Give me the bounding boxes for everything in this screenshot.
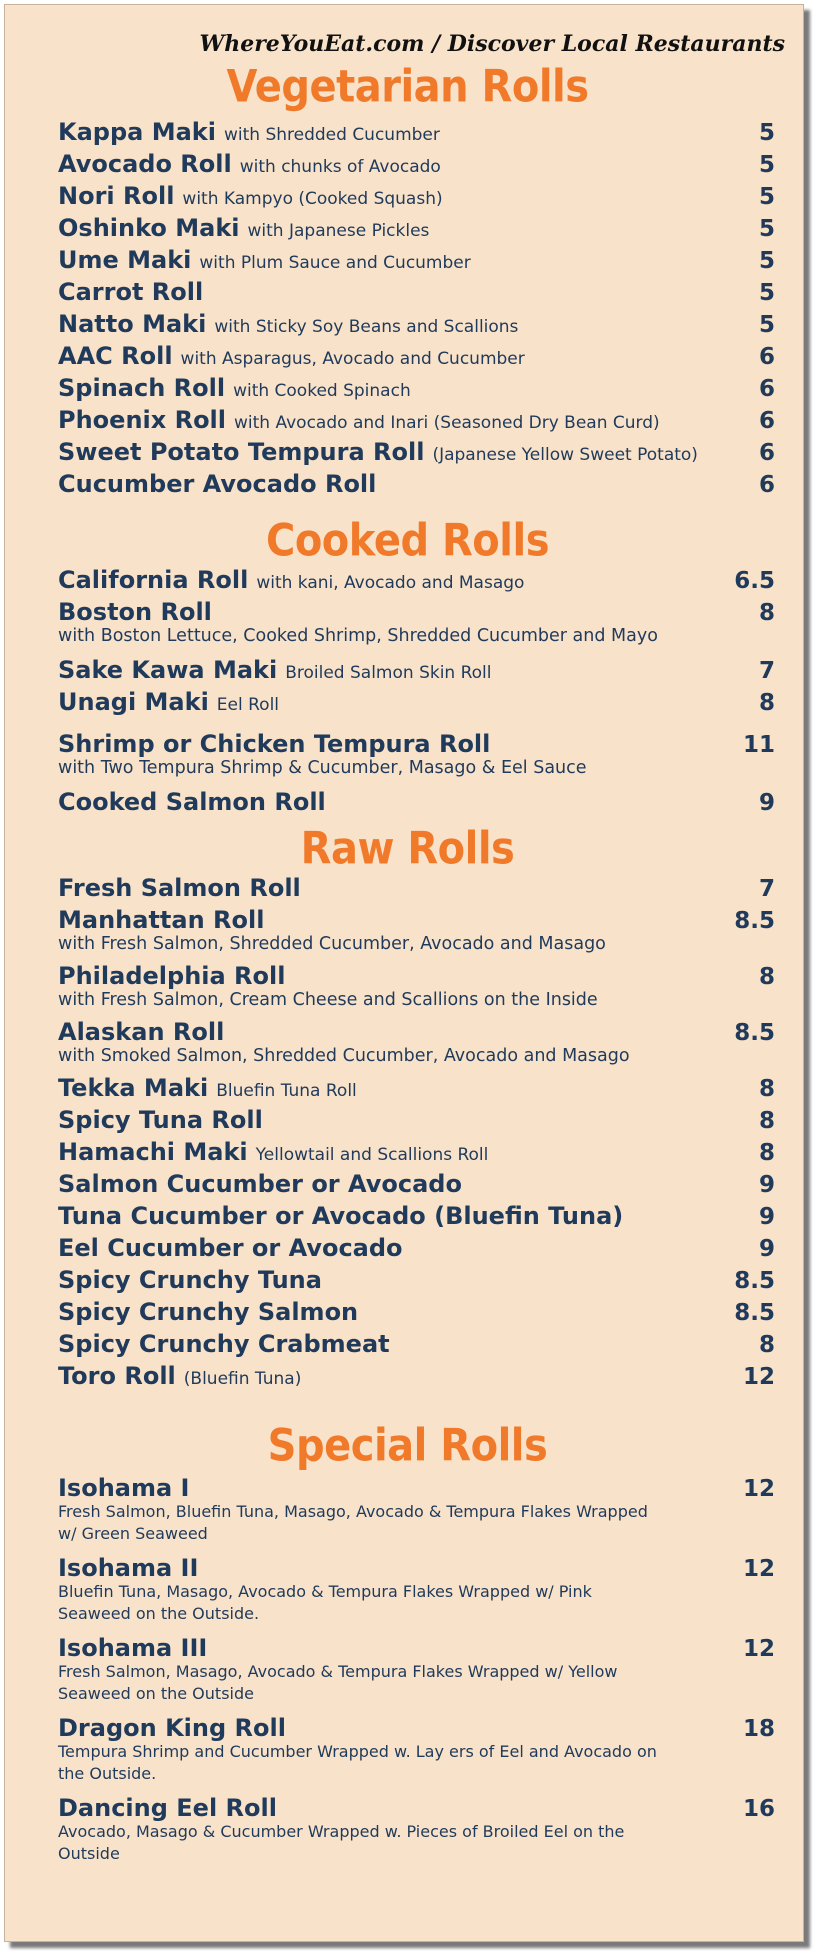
menu-item-description: Tempura Shrimp and Cucumber Wrapped w. Lay ers of Eel and Avocado on the Outside. [58,1742,657,1783]
menu-item [58,1794,775,1865]
menu-item-row [58,150,775,178]
menu-item-description: with Two Tempura Shrimp & Cucumber, Masago & Eel Sauce [58,758,587,778]
menu-item [58,1138,775,1166]
menu-item [58,1634,775,1705]
menu-item [58,1330,775,1358]
menu-item-price: 18 [742,1716,775,1742]
menu-item-note: with kani, Avocado and Masago [256,573,525,593]
menu-item-name: Carrot Roll [58,278,204,306]
menu-item-price: 8.5 [734,1020,775,1046]
menu-item-description: with Smoked Salmon, Shredded Cucumber, Avocado and Masago [58,1046,630,1066]
menu-item-name: Spicy Crunchy Tuna [58,1266,322,1294]
menu-item-row [58,214,775,242]
menu-item [58,1362,775,1390]
menu-item [58,906,775,956]
menu-item-row [58,118,775,146]
menu-item [58,438,775,466]
menu-item-name: Sake Kawa Maki [58,656,278,684]
menu-item-row [58,1634,775,1662]
menu-item-row [58,310,775,338]
menu-item [58,1202,775,1230]
menu-item [58,962,775,1012]
menu-item-row [58,1170,775,1198]
menu-item-price: 12 [742,1364,775,1390]
menu-item-row [58,438,775,466]
menu-item-price: 8.5 [734,1300,775,1326]
menu-item-price: 8 [758,690,775,716]
menu-item-price: 8 [758,1140,775,1166]
menu-item [58,566,775,594]
section-title-cooked: Cooked Rolls [265,515,550,567]
menu-item-row [58,906,775,934]
menu-item [58,1018,775,1068]
menu-item-price: 7 [758,658,775,684]
menu-item-price: 16 [742,1796,775,1822]
menu-item-row [58,962,775,990]
menu-item-name: Hamachi Maki [58,1138,248,1166]
menu-item [58,310,775,338]
menu-item-price: 8 [758,964,775,990]
menu-item-price: 6 [758,408,775,434]
menu-item-name: Eel Cucumber or Avocado [58,1234,403,1262]
menu-item-price: 6 [758,472,775,498]
menu-item-row [58,598,775,626]
menu-item-note: with Asparagus, Avocado and Cucumber [180,349,525,369]
menu-item-note: with Kampyo (Cooked Squash) [182,189,443,209]
menu-item [58,374,775,402]
menu-item [58,278,775,306]
menu-item-price: 8.5 [734,1268,775,1294]
menu-item-row [58,1554,775,1582]
menu-item-name: Salmon Cucumber or Avocado [58,1170,462,1198]
menu-item-description: Fresh Salmon, Bluefin Tuna, Masago, Avocado & Tempura Flakes Wrapped w/ Green Seaweed [58,1502,648,1543]
menu-item [58,150,775,178]
menu-item-price: 8 [758,1076,775,1102]
menu-item-price: 9 [758,1236,775,1262]
menu-item-name: Oshinko Maki [58,214,240,242]
menu-item-price: 8 [758,1108,775,1134]
menu-item-name: Unagi Maki [58,688,209,716]
menu-item-row [58,874,775,902]
menu-item-price: 6 [758,440,775,466]
menu-item [58,1234,775,1262]
menu-item [58,342,775,370]
menu-item [58,470,775,498]
menu-item-note: Bluefin Tuna Roll [216,1081,357,1101]
menu-item-price: 9 [758,1172,775,1198]
menu-item-price: 6.5 [734,568,775,594]
menu-item-name: Fresh Salmon Roll [58,874,301,902]
menu-item [58,688,775,716]
menu-item-note: with Plum Sauce and Cucumber [199,253,471,273]
menu-item-row [58,342,775,370]
menu-item-name: Tekka Maki [58,1074,209,1102]
menu-item-name: Spicy Crunchy Crabmeat [58,1330,390,1358]
menu-item-note: with Cooked Spinach [233,381,411,401]
menu-item-row [58,374,775,402]
menu-item [58,1074,775,1102]
menu-item-name: Isohama III [58,1634,208,1662]
section-title-special: Special Rolls [267,1420,548,1472]
menu-item [58,1266,775,1294]
menu-item [58,118,775,146]
menu-item-name: Spicy Crunchy Salmon [58,1298,359,1326]
menu-item-price: 12 [742,1556,775,1582]
menu-item-row [58,1234,775,1262]
menu-item-price: 9 [758,790,775,816]
menu-item-name: Dragon King Roll [58,1714,286,1742]
menu-item-name: Ume Maki [58,246,192,274]
menu-item-name: Isohama II [58,1554,199,1582]
menu-item [58,874,775,902]
menu-item-name: Tuna Cucumber or Avocado (Bluefin Tuna) [58,1202,624,1230]
menu-item-description: with Boston Lettuce, Cooked Shrimp, Shredded Cucumber and Mayo [58,626,658,646]
menu-item-price: 5 [758,120,775,146]
menu-item-note: with chunks of Avocado [239,157,441,177]
menu-item-price: 7 [758,876,775,902]
menu-item-description: with Fresh Salmon, Cream Cheese and Scallions on the Inside [58,990,598,1010]
watermark: WhereYouEat.com / Discover Local Restaurants [199,31,785,57]
menu-item-name: Boston Roll [58,598,212,626]
menu-item-note: (Japanese Yellow Sweet Potato) [432,445,698,465]
menu-item-row [58,1714,775,1742]
menu-item-price: 8.5 [734,908,775,934]
menu-item-note: with Japanese Pickles [247,221,430,241]
menu-item-description: Avocado, Masago & Cucumber Wrapped w. Pieces of Broiled Eel on the Outside [58,1822,625,1863]
menu-item-price: 5 [758,312,775,338]
menu-item-price: 12 [742,1476,775,1502]
menu-item-row [58,1202,775,1230]
menu-item-row [58,278,775,306]
menu-item [58,598,775,648]
menu-item-name: AAC Roll [58,342,173,370]
menu-item-name: Isohama I [58,1474,190,1502]
menu-item-note: Broiled Salmon Skin Roll [285,663,492,683]
menu-item-name: Spicy Tuna Roll [58,1106,263,1134]
menu-item-name: Nori Roll [58,182,175,210]
menu-item-description: with Fresh Salmon, Shredded Cucumber, Avocado and Masago [58,934,606,954]
menu-item-price: 5 [758,280,775,306]
menu-item-name: California Roll [58,566,249,594]
menu-item-row [58,182,775,210]
menu-item-description: Bluefin Tuna, Masago, Avocado & Tempura Flakes Wrapped w/ Pink Seaweed on the Outside. [58,1582,592,1623]
menu-item-name: Avocado Roll [58,150,232,178]
menu-item-row [58,1298,775,1326]
menu-item [58,1714,775,1785]
menu-item-name: Cooked Salmon Roll [58,788,326,816]
menu-item [58,182,775,210]
section-title-vegetarian: Vegetarian Rolls [226,61,589,113]
menu-item-note: Eel Roll [216,695,280,715]
menu-item-row [58,1362,775,1390]
menu-item [58,730,775,780]
menu-item-price: 5 [758,184,775,210]
menu-item-price: 9 [758,1204,775,1230]
menu-item [58,1554,775,1625]
menu-item-name: Sweet Potato Tempura Roll [58,438,425,466]
menu-item-price: 12 [742,1636,775,1662]
menu-item-row [58,1138,775,1166]
menu-item-note: with Shredded Cucumber [223,125,440,145]
menu-item-row [58,1474,775,1502]
section-title-raw: Raw Rolls [300,823,515,875]
menu-item-price: 8 [758,600,775,626]
menu-item-row [58,246,775,274]
menu-item-row [58,1018,775,1046]
menu-item-row [58,1330,775,1358]
menu-item-price: 6 [758,344,775,370]
menu-item-row [58,788,775,816]
menu-item-name: Shrimp or Chicken Tempura Roll [58,730,491,758]
menu-item-name: Manhattan Roll [58,906,265,934]
menu-item-name: Natto Maki [58,310,207,338]
menu-item-name: Toro Roll [58,1362,176,1390]
menu-item-row [58,1794,775,1822]
menu-item-note: (Bluefin Tuna) [183,1369,302,1389]
menu-item-note: with Sticky Soy Beans and Scallions [214,317,519,337]
menu-item-note: Yellowtail and Scallions Roll [255,1145,489,1165]
menu-item-row [58,688,775,716]
menu-item-price: 11 [742,732,775,758]
menu-item-price: 8 [758,1332,775,1358]
menu-item-description: Fresh Salmon, Masago, Avocado & Tempura Flakes Wrapped w/ Yellow Seaweed on the Outside [58,1662,618,1703]
menu-item-name: Cucumber Avocado Roll [58,470,377,498]
menu-item-name: Dancing Eel Roll [58,1794,277,1822]
menu-item-note: with Avocado and Inari (Seasoned Dry Bean Curd) [234,413,660,433]
menu-item-name: Philadelphia Roll [58,962,286,990]
menu-item-row [58,566,775,594]
menu-item-row [58,656,775,684]
menu-item [58,1474,775,1545]
menu-item-row [58,470,775,498]
menu-item [58,1170,775,1198]
menu-item-price: 5 [758,248,775,274]
menu-item-price: 5 [758,152,775,178]
menu-item [58,656,775,684]
menu-item-row [58,406,775,434]
menu-item-name: Phoenix Roll [58,406,227,434]
menu-item-row [58,1106,775,1134]
menu-item [58,788,775,816]
menu-item-name: Alaskan Roll [58,1018,225,1046]
menu-item-name: Spinach Roll [58,374,226,402]
menu-item [58,406,775,434]
menu-item-row [58,730,775,758]
menu-item-row [58,1074,775,1102]
menu-item-name: Kappa Maki [58,118,216,146]
menu-item [58,214,775,242]
menu-item-price: 6 [758,376,775,402]
menu-item-price: 5 [758,216,775,242]
menu-item [58,1298,775,1326]
menu-item-row [58,1266,775,1294]
menu-item [58,1106,775,1134]
menu-item [58,246,775,274]
